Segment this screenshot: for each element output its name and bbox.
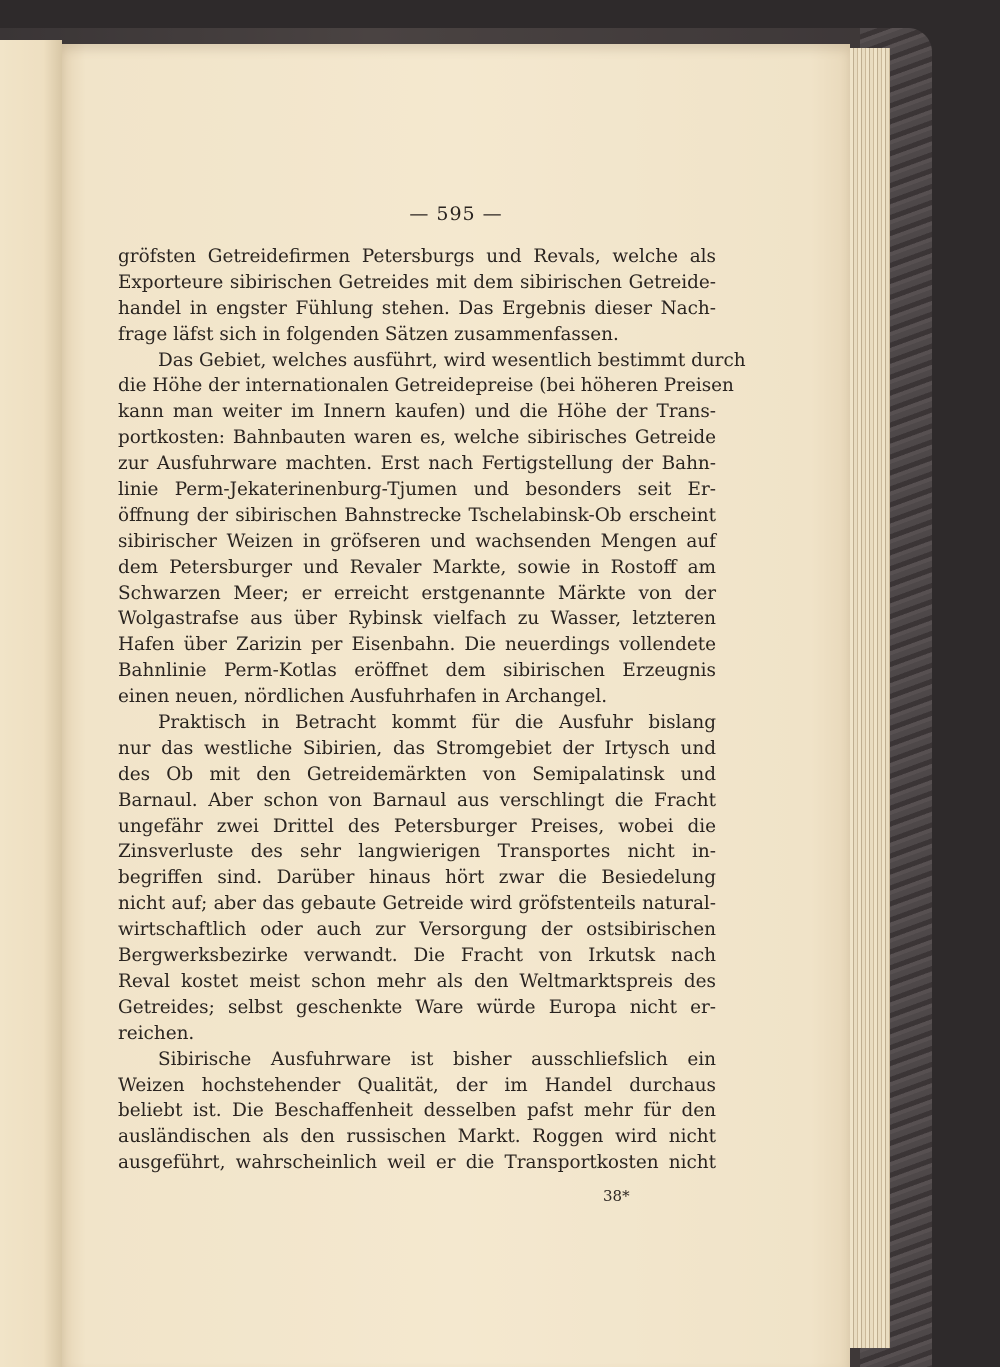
text-line: Bergwerksbezirke verwandt. Die Fracht von Irkutsk nach	[118, 945, 716, 967]
text-line: kann man weiter im Innern kaufen) und die Höhe der Trans-	[118, 401, 716, 423]
text-line: einen neuen, nördlichen Ausfuhrhafen in Archangel.	[118, 686, 608, 708]
body-text	[118, 244, 746, 1176]
text-line: beliebt ist. Die Beschaffenheit desselben pafst mehr für den	[118, 1100, 716, 1122]
text-line: die Höhe der internationalen Getreidepreise (bei höheren Preisen	[118, 375, 734, 397]
text-line: Das Gebiet, welches ausführt, wird wesentlich bestimmt durch	[158, 349, 746, 371]
left-facing-page	[0, 40, 62, 1367]
text-line: Schwarzen Meer; er erreicht erstgenannte Märkte von der	[118, 582, 716, 604]
text-line: linie Perm-Jekaterinenburg-Tjumen und besonders seit Er-	[118, 479, 716, 501]
text-line: zur Ausfuhrware machten. Erst nach Fertigstellung der Bahn-	[118, 453, 716, 475]
text-line: nicht auf; aber das gebaute Getreide wird gröfstenteils natural-	[118, 893, 716, 915]
text-line: Reval kostet meist schon mehr als den Weltmarktspreis des	[118, 970, 716, 992]
text-line: reichen.	[118, 1022, 195, 1044]
text-line: Getreides; selbst geschenkte Ware würde Europa nicht er-	[118, 996, 716, 1018]
text-line: ausgeführt, wahrscheinlich weil er die Transportkosten nicht	[118, 1152, 716, 1174]
text-line: Exporteure sibirischen Getreides mit dem sibirischen Getreide-	[118, 271, 716, 293]
text-line: wirtschaftlich oder auch zur Versorgung der ostsibirischen	[118, 919, 716, 941]
text-line: des Ob mit den Getreidemärkten von Semipalatinsk und	[118, 763, 716, 785]
text-line: öffnung der sibirischen Bahnstrecke Tschelabinsk-Ob erscheint	[118, 504, 716, 526]
text-line: Barnaul. Aber schon von Barnaul aus verschlingt die Fracht	[118, 789, 716, 811]
text-line: Wolgastrafse aus über Rybinsk vielfach zu Wasser, letzteren	[118, 608, 716, 630]
text-line: nur das westliche Sibirien, das Stromgebiet der Irtysch und	[118, 737, 716, 759]
text-line: Sibirische Ausfuhrware ist bisher ausschliefslich ein	[158, 1048, 716, 1070]
text-line: begriffen sind. Darüber hinaus hört zwar die Besiedelung	[118, 867, 716, 889]
text-line: frage läfst sich in folgenden Sätzen zusammenfassen.	[118, 323, 619, 345]
text-line: sibirischer Weizen in gröfseren und wachsenden Mengen auf	[118, 530, 716, 552]
signature-mark: 38*	[603, 1187, 630, 1205]
text-line: ungefähr zwei Drittel des Petersburger Preises, wobei die	[118, 815, 716, 837]
text-line: dem Petersburger und Revaler Markte, sowie in Rostoff am	[118, 556, 716, 578]
page-number: — 595 —	[409, 203, 503, 225]
text-line: handel in engster Fühlung stehen. Das Ergebnis dieser Nach-	[118, 297, 716, 319]
text-line: ausländischen als den russischen Markt. Roggen wird nicht	[118, 1126, 716, 1148]
text-line: Hafen über Zarizin per Eisenbahn. Die neuerdings vollendete	[118, 634, 716, 656]
text-line: gröfsten Getreidefirmen Petersburgs und Revals, welche als	[118, 246, 716, 267]
text-line: Weizen hochstehender Qualität, der im Handel durchaus	[118, 1074, 716, 1096]
page-edges	[846, 48, 890, 1348]
text-line: Zinsverluste des sehr langwierigen Transportes nicht in-	[118, 841, 716, 863]
text-line: Bahnlinie Perm-Kotlas eröffnet dem sibirischen Erzeugnis	[118, 660, 716, 682]
text-line: portkosten: Bahnbauten waren es, welche sibirisches Getreide	[118, 427, 716, 449]
text-line: Praktisch in Betracht kommt für die Ausfuhr bislang	[158, 712, 716, 734]
book-page	[62, 44, 850, 1367]
